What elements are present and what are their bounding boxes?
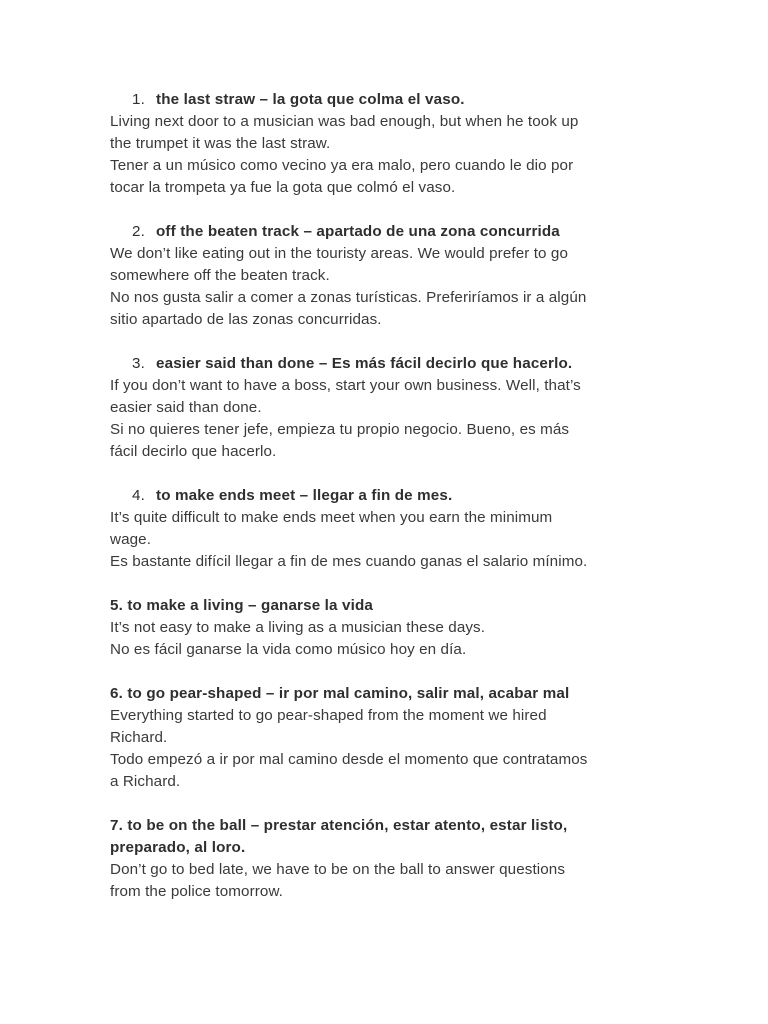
list-number: 2. <box>132 223 145 240</box>
translation-line: No nos gusta salir a comer a zonas turísticas. Preferiríamos ir a algún <box>110 289 587 306</box>
idiom-heading <box>110 221 670 243</box>
example-line: If you don’t want to have a boss, start your own business. Well, that’s <box>110 377 581 394</box>
idiom-heading <box>110 353 670 375</box>
list-number: 3. <box>132 355 145 372</box>
translation-line: Si no quieres tener jefe, empieza tu propio negocio. Bueno, es más <box>110 421 570 438</box>
idiom-heading: 6. to go pear-shaped – ir por mal camino, salir mal, acabar mal <box>110 685 570 702</box>
example-line: Richard. <box>110 729 168 746</box>
example-line: Everything started to go pear-shaped from the moment we hired <box>110 707 547 724</box>
translation-line: No es fácil ganarse la vida como músico hoy en día. <box>110 641 467 658</box>
translation-line: a Richard. <box>110 773 181 790</box>
idiom-entry-4 <box>110 485 670 573</box>
document-body <box>110 89 670 925</box>
idiom-entry-5 <box>110 595 670 661</box>
idiom-entry-2 <box>110 221 670 331</box>
idiom-heading <box>110 89 670 111</box>
list-number: 1. <box>132 91 145 108</box>
idiom-term: the last straw – la gota que colma el vaso. <box>156 91 465 108</box>
example-line: easier said than done. <box>110 399 262 416</box>
example-line: from the police tomorrow. <box>110 883 284 900</box>
idiom-heading-continued: preparado, al loro. <box>110 839 246 856</box>
example-line: Living next door to a musician was bad enough, but when he took up <box>110 113 579 130</box>
idiom-entry-6 <box>110 683 670 793</box>
translation-line: tocar la trompeta ya fue la gota que colmó el vaso. <box>110 179 456 196</box>
example-line: wage. <box>110 531 152 548</box>
idiom-entry-7 <box>110 815 670 903</box>
idiom-heading: 5. to make a living – ganarse la vida <box>110 597 374 614</box>
example-line: somewhere off the beaten track. <box>110 267 330 284</box>
translation-line: sitio apartado de las zonas concurridas. <box>110 311 382 328</box>
example-line: We don’t like eating out in the touristy areas. We would prefer to go <box>110 245 568 262</box>
translation-line: Todo empezó a ir por mal camino desde el momento que contratamos <box>110 751 588 768</box>
idiom-term: off the beaten track – apartado de una zona concurrida <box>156 223 560 240</box>
translation-line: Es bastante difícil llegar a fin de mes cuando ganas el salario mínimo. <box>110 553 588 570</box>
example-line: It’s quite difficult to make ends meet when you earn the minimum <box>110 509 553 526</box>
idiom-heading <box>110 485 670 507</box>
idiom-term: to make ends meet – llegar a fin de mes. <box>156 487 453 504</box>
idiom-heading: 7. to be on the ball – prestar atención, estar atento, estar listo, <box>110 817 568 834</box>
idiom-entry-1 <box>110 89 670 199</box>
list-number: 4. <box>132 487 145 504</box>
example-line: Don’t go to bed late, we have to be on the ball to answer questions <box>110 861 566 878</box>
example-line: the trumpet it was the last straw. <box>110 135 331 152</box>
translation-line: fácil decirlo que hacerlo. <box>110 443 277 460</box>
idiom-entry-3 <box>110 353 670 463</box>
idiom-term: easier said than done – Es más fácil decirlo que hacerlo. <box>156 355 573 372</box>
translation-line: Tener a un músico como vecino ya era malo, pero cuando le dio por <box>110 157 574 174</box>
example-line: It’s not easy to make a living as a musician these days. <box>110 619 486 636</box>
